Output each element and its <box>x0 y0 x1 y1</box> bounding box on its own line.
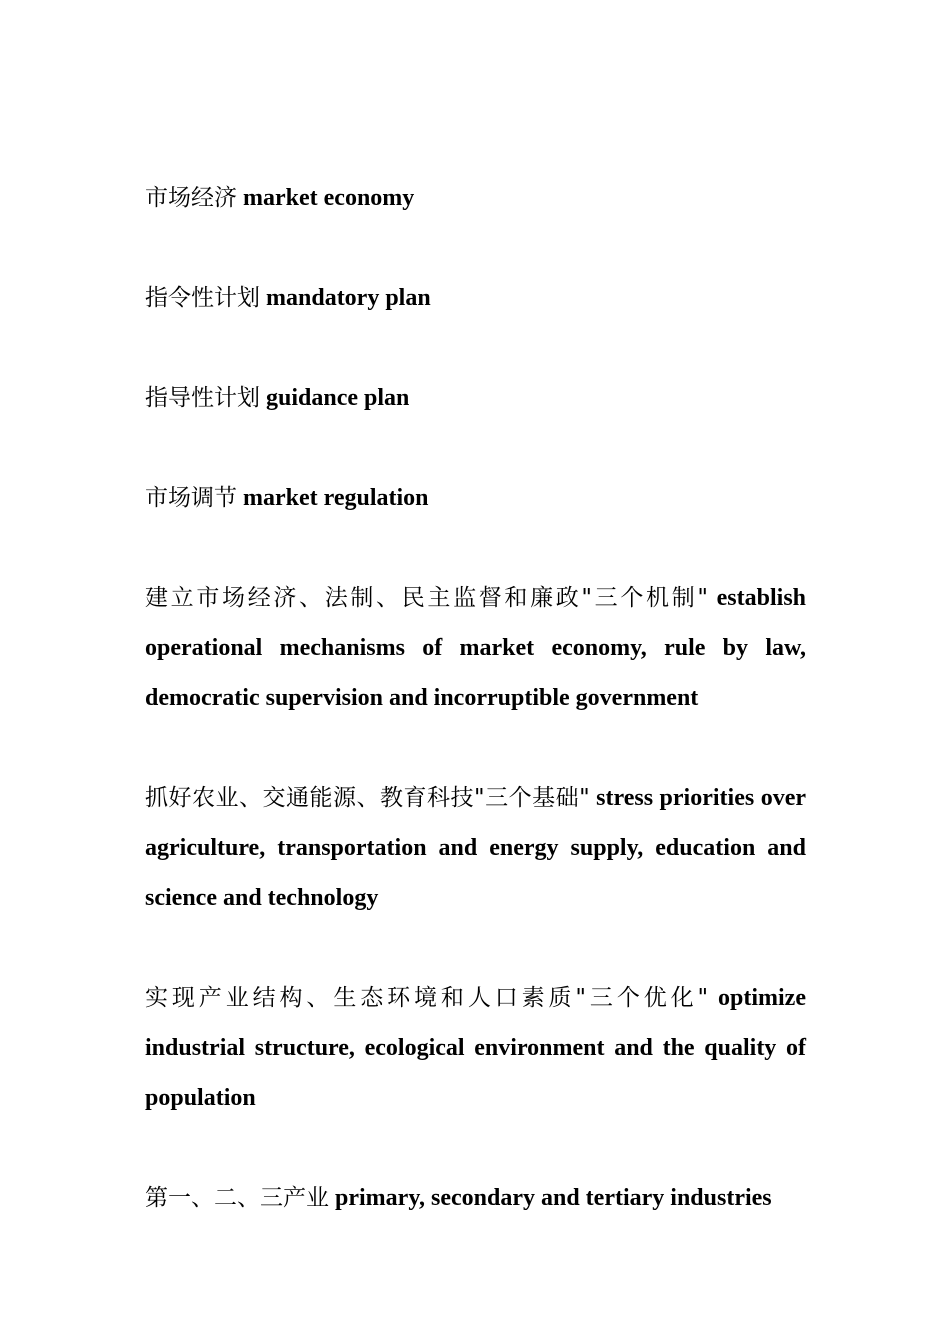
glossary-document <box>145 173 806 1273</box>
glossary-entry <box>145 173 806 223</box>
glossary-entry <box>145 773 806 923</box>
english-term: primary, secondary and tertiary industries <box>335 1185 772 1211</box>
english-term: establish operational mechanisms of market economy, rule by law, democratic supervision and incorruptible government <box>145 585 807 711</box>
glossary-entry <box>145 373 806 423</box>
chinese-term: 建立市场经济、法制、民主监督和廉政"三个机制" <box>145 585 708 611</box>
glossary-entry <box>145 273 806 323</box>
chinese-term: 第一、二、三产业 <box>145 1185 329 1211</box>
chinese-term: 指令性计划 <box>145 285 260 311</box>
glossary-entry <box>145 573 806 723</box>
chinese-term: 市场调节 <box>145 485 237 511</box>
english-term: market economy <box>243 185 415 211</box>
glossary-entry <box>145 1173 806 1223</box>
chinese-term: 指导性计划 <box>145 385 260 411</box>
chinese-term: 市场经济 <box>145 185 237 211</box>
english-term: stress priorities over agriculture, transportation and energy supply, education and science and technology <box>145 785 806 911</box>
english-term: guidance plan <box>266 385 410 411</box>
chinese-term: 抓好农业、交通能源、教育科技"三个基础" <box>145 785 590 811</box>
english-term: mandatory plan <box>266 285 431 311</box>
glossary-entry <box>145 473 806 523</box>
english-term: optimize industrial structure, ecological environment and the quality of population <box>145 985 806 1111</box>
glossary-entry <box>145 973 806 1123</box>
english-term: market regulation <box>243 485 429 511</box>
chinese-term: 实现产业结构、生态环境和人口素质"三个优化" <box>145 985 709 1011</box>
